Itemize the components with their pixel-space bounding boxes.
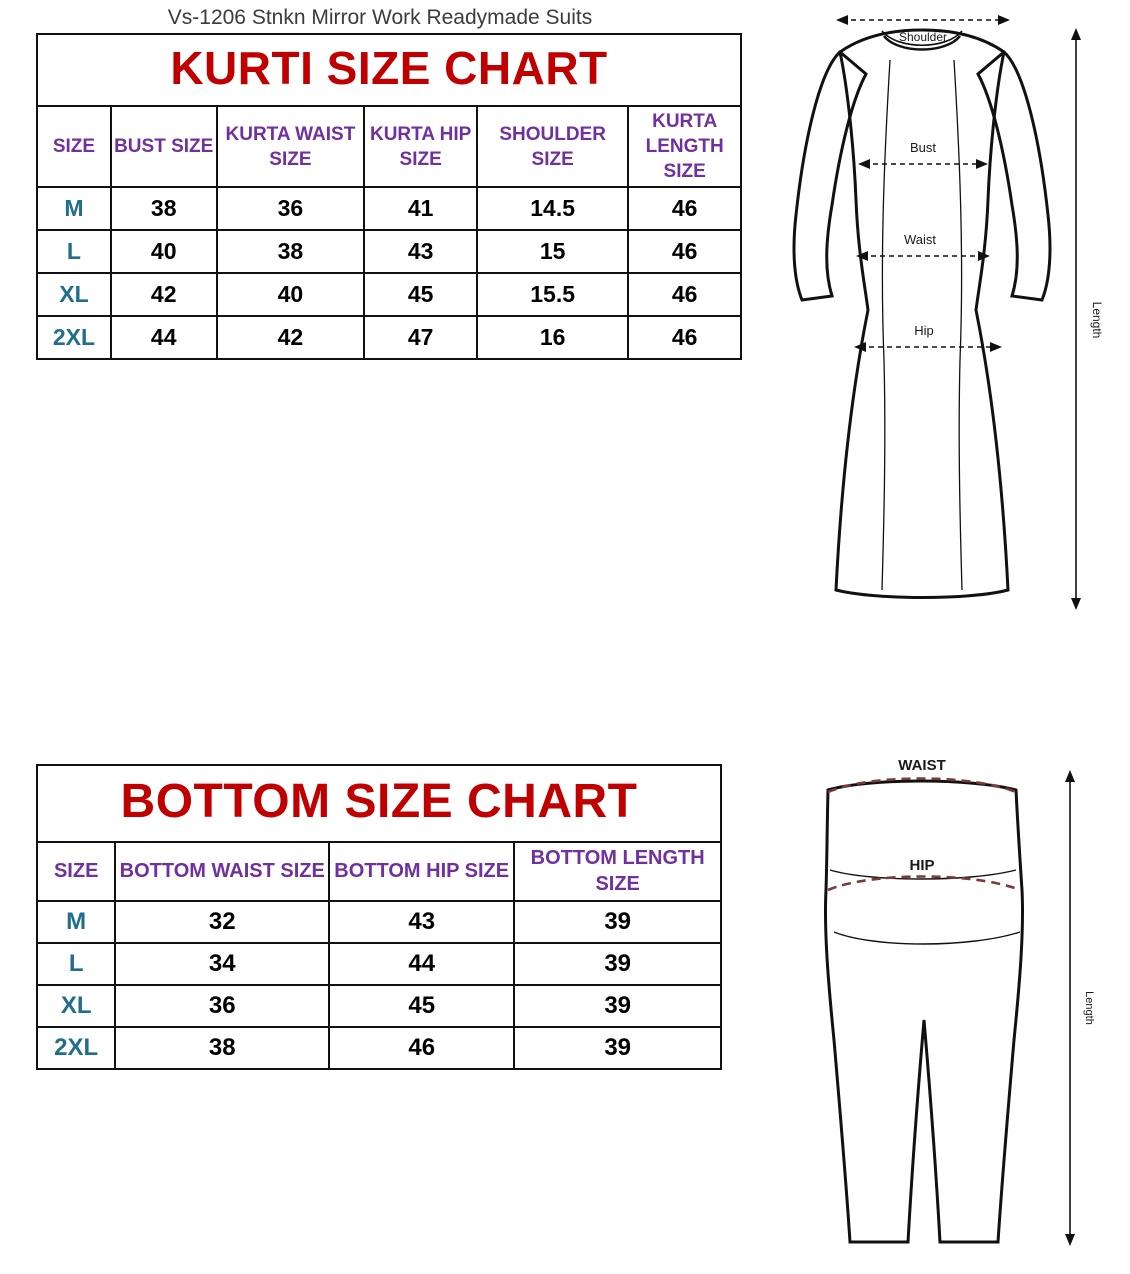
cell-waist: 36 bbox=[217, 187, 365, 230]
cell-size: M bbox=[37, 187, 111, 230]
cell-waist: 42 bbox=[217, 316, 365, 359]
label-hip: HIP bbox=[909, 857, 935, 874]
cell-length: 46 bbox=[628, 230, 741, 273]
cell-shoulder: 14.5 bbox=[477, 187, 628, 230]
bottom-size-table bbox=[36, 764, 722, 1070]
cell-bust: 38 bbox=[111, 187, 217, 230]
label-bust: Bust bbox=[909, 140, 937, 155]
cell-shoulder: 15 bbox=[477, 230, 628, 273]
bottom-size-chart-block bbox=[36, 764, 722, 1070]
label-waist: Waist bbox=[903, 232, 937, 247]
cell-bust: 40 bbox=[111, 230, 217, 273]
column-header-shoulder-size: SHOULDER SIZE bbox=[477, 106, 628, 187]
cell-size: L bbox=[37, 943, 115, 985]
cell-waist: 32 bbox=[115, 901, 329, 943]
kurti-size-chart-block bbox=[36, 33, 742, 360]
cell-waist: 38 bbox=[115, 1027, 329, 1069]
page-title: Vs-1206 Stnkn Mirror Work Readymade Suits bbox=[167, 6, 593, 29]
label-shoulder: Shoulder bbox=[898, 30, 948, 44]
cell-bust: 44 bbox=[111, 316, 217, 359]
cell-waist: 40 bbox=[217, 273, 365, 316]
table-row-heading bbox=[37, 765, 721, 842]
column-header-size: SIZE bbox=[37, 106, 111, 187]
label-waist: WAIST bbox=[898, 757, 946, 774]
kurti-chart-heading: KURTI SIZE CHART bbox=[37, 34, 741, 106]
cell-size: 2XL bbox=[37, 1027, 115, 1069]
cell-length: 46 bbox=[628, 187, 741, 230]
table-row bbox=[37, 187, 741, 230]
cell-size: XL bbox=[37, 985, 115, 1027]
label-length: Length bbox=[1090, 301, 1104, 339]
cell-length: 39 bbox=[514, 943, 721, 985]
label-hip: Hip bbox=[914, 323, 934, 338]
column-header-kurta-hip-size: KURTA HIP SIZE bbox=[364, 106, 477, 187]
table-row bbox=[37, 316, 741, 359]
kurti-measurement-diagram bbox=[780, 0, 1120, 660]
cell-hip: 47 bbox=[364, 316, 477, 359]
cell-shoulder: 16 bbox=[477, 316, 628, 359]
cell-length: 39 bbox=[514, 1027, 721, 1069]
cell-length: 39 bbox=[514, 985, 721, 1027]
cell-hip: 43 bbox=[364, 230, 477, 273]
bottom-measurement-diagram bbox=[770, 750, 1120, 1260]
column-header-bottom-length-size: BOTTOM LENGTH SIZE bbox=[514, 842, 721, 901]
column-header-bottom-hip-size: BOTTOM HIP SIZE bbox=[329, 842, 514, 901]
cell-length: 46 bbox=[628, 273, 741, 316]
cell-shoulder: 15.5 bbox=[477, 273, 628, 316]
column-header-bust-size: BUST SIZE bbox=[111, 106, 217, 187]
cell-hip: 41 bbox=[364, 187, 477, 230]
table-row bbox=[37, 985, 721, 1027]
cell-length: 46 bbox=[628, 316, 741, 359]
table-row-header bbox=[37, 106, 741, 187]
table-row-heading bbox=[37, 34, 741, 106]
cell-size: XL bbox=[37, 273, 111, 316]
cell-waist: 36 bbox=[115, 985, 329, 1027]
cell-hip: 45 bbox=[364, 273, 477, 316]
table-row bbox=[37, 230, 741, 273]
cell-length: 39 bbox=[514, 901, 721, 943]
cell-hip: 45 bbox=[329, 985, 514, 1027]
table-row-header bbox=[37, 842, 721, 901]
table-row bbox=[37, 901, 721, 943]
cell-bust: 42 bbox=[111, 273, 217, 316]
kurti-size-table bbox=[36, 33, 742, 360]
cell-hip: 46 bbox=[329, 1027, 514, 1069]
bottom-chart-heading: BOTTOM SIZE CHART bbox=[37, 765, 721, 842]
column-header-bottom-waist-size: BOTTOM WAIST SIZE bbox=[115, 842, 329, 901]
column-header-kurta-waist-size: KURTA WAIST SIZE bbox=[217, 106, 365, 187]
cell-size: L bbox=[37, 230, 111, 273]
cell-size: M bbox=[37, 901, 115, 943]
table-row bbox=[37, 273, 741, 316]
cell-hip: 43 bbox=[329, 901, 514, 943]
cell-hip: 44 bbox=[329, 943, 514, 985]
cell-waist: 38 bbox=[217, 230, 365, 273]
column-header-size: SIZE bbox=[37, 842, 115, 901]
cell-waist: 34 bbox=[115, 943, 329, 985]
label-length: Length bbox=[1083, 991, 1095, 1025]
cell-size: 2XL bbox=[37, 316, 111, 359]
column-header-kurta-length-size: KURTA LENGTH SIZE bbox=[628, 106, 741, 187]
table-row bbox=[37, 1027, 721, 1069]
table-row bbox=[37, 943, 721, 985]
